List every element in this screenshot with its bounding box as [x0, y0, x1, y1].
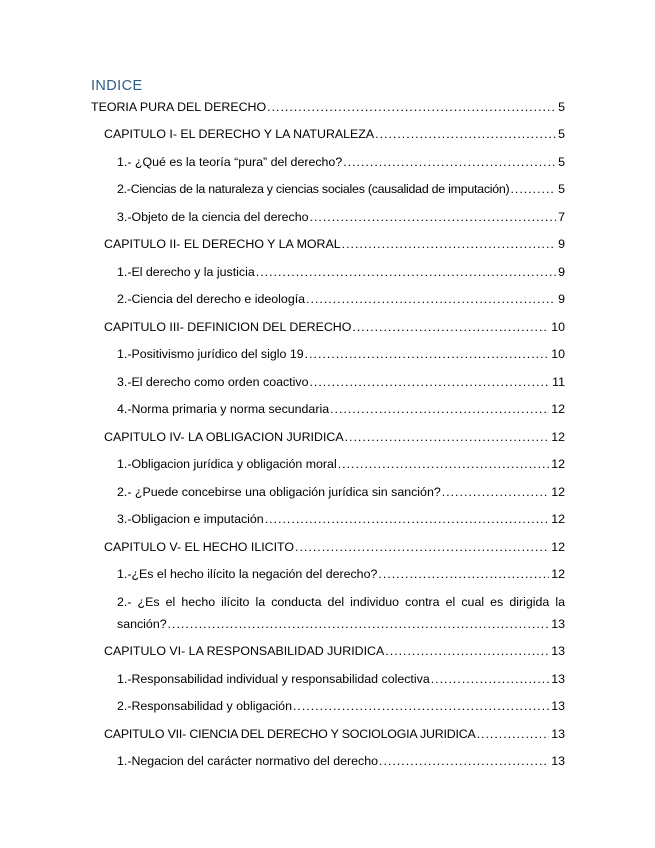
- toc-entry-title: 2.-Responsabilidad y obligación: [117, 699, 292, 713]
- toc-entry-page: 11: [552, 375, 565, 389]
- title-word: del: [327, 595, 345, 609]
- dot-leader: [338, 456, 550, 472]
- dot-leader: [293, 698, 549, 714]
- title-word: ¿Es: [137, 595, 160, 609]
- toc-entry-page: 9: [558, 292, 565, 306]
- title-word: hecho: [181, 595, 216, 609]
- toc-entry-page: 5: [558, 155, 565, 169]
- toc-entry-title: 2.-Ciencia del derecho e ideología: [117, 292, 306, 306]
- dot-leader: [385, 643, 549, 659]
- dot-leader: [265, 511, 549, 527]
- toc-heading: INDICE: [91, 78, 143, 94]
- toc-entry[interactable]: [117, 154, 565, 170]
- toc-entry-page: 12: [551, 567, 565, 581]
- toc-entry[interactable]: [117, 181, 565, 197]
- toc-entry-title: CAPITULO IV- LA OBLIGACION JURIDICA: [104, 430, 344, 444]
- toc-entry-title: 1.-Obligacion jurídica y obligación moral: [117, 457, 337, 471]
- toc-entry-page: 7: [558, 210, 565, 224]
- toc-entry-title: 1.- ¿Qué es la teoría “pura” del derecho?: [117, 155, 343, 169]
- toc-entry-page: 12: [551, 485, 565, 499]
- toc-entry-title: CAPITULO V- EL HECHO ILICITO: [104, 540, 295, 554]
- toc-entry-title: 4.-Norma primaria y norma secundaria: [117, 402, 330, 416]
- toc-entry[interactable]: [117, 401, 565, 417]
- toc-entry-page: 9: [558, 237, 565, 251]
- toc-entry-title: 1.-Responsabilidad individual y responsabilidad colectiva: [117, 672, 430, 686]
- dot-leader: [343, 154, 556, 170]
- toc-entry[interactable]: [104, 539, 565, 555]
- toc-entry-title: TEORIA PURA DEL DERECHO: [91, 100, 267, 114]
- toc-entry[interactable]: [104, 726, 565, 742]
- toc-entry-title: CAPITULO VI- LA RESPONSABILIDAD JURIDICA: [104, 644, 385, 658]
- toc-entry-page: 12: [551, 430, 565, 444]
- title-word: dirigida: [509, 595, 550, 609]
- toc-entry-page: 13: [551, 617, 565, 631]
- title-word: el: [165, 595, 176, 609]
- toc-entry-page: 13: [551, 727, 565, 741]
- dot-leader: [305, 346, 550, 362]
- toc-entry-title: 1.-El derecho y la justicia: [117, 265, 255, 279]
- toc-entry-title: CAPITULO III- DEFINICION DEL DERECHO: [104, 320, 352, 334]
- toc-entry-page: 13: [551, 699, 565, 713]
- title-word: es: [490, 595, 504, 609]
- toc-entry[interactable]: [104, 643, 565, 659]
- toc-entry[interactable]: [117, 671, 565, 687]
- dot-leader: [267, 99, 556, 115]
- dot-leader: [442, 484, 549, 500]
- toc-entry[interactable]: [117, 511, 565, 527]
- toc-entry-page: 12: [551, 512, 565, 526]
- toc-entry-title: 3.-El derecho como orden coactivo: [117, 375, 309, 389]
- toc-entry[interactable]: [104, 236, 565, 252]
- toc-entry[interactable]: [91, 99, 565, 115]
- toc-entry-title: CAPITULO II- EL DERECHO Y LA MORAL: [104, 237, 341, 251]
- dot-leader: [256, 264, 556, 280]
- toc-entry-page: 5: [558, 182, 565, 196]
- toc-entry-title: CAPITULO I- EL DERECHO Y LA NATURALEZA: [104, 127, 375, 141]
- toc-entry[interactable]: [104, 126, 565, 142]
- toc-entry-page: 9: [558, 265, 565, 279]
- toc-entry[interactable]: [117, 374, 565, 390]
- dot-leader: [378, 566, 549, 582]
- toc-entry-page: 12: [551, 402, 565, 416]
- toc-entry[interactable]: [104, 429, 565, 445]
- toc-entry-page: 10: [551, 320, 565, 334]
- toc-entry-title-line2: [117, 616, 565, 632]
- toc-entry[interactable]: [117, 209, 565, 225]
- dot-leader: [431, 671, 549, 687]
- toc-entry[interactable]: [117, 456, 565, 472]
- toc-entry-page: 13: [551, 672, 565, 686]
- dot-leader: [342, 236, 556, 252]
- toc-entry-wrapped[interactable]: [117, 594, 565, 632]
- title-word: 2.-: [117, 595, 132, 609]
- dot-leader: [345, 429, 550, 445]
- toc-entry-title: 1.-Positivismo jurídico del siglo 19: [117, 347, 304, 361]
- dot-leader: [379, 753, 549, 769]
- toc-entry[interactable]: [117, 698, 565, 714]
- dot-leader: [306, 291, 556, 307]
- dot-leader: [330, 401, 549, 417]
- title-word: ilícito: [221, 595, 250, 609]
- toc-entry-title: sanción?: [117, 617, 167, 631]
- toc-entry-page: 13: [551, 644, 565, 658]
- toc-entry-title: CAPITULO VII- CIENCIA DEL DERECHO Y SOCIOLOGIA JURIDICA: [104, 727, 476, 741]
- toc-entry-page: 12: [551, 540, 565, 554]
- dot-leader: [309, 374, 550, 390]
- toc-entry[interactable]: [117, 346, 565, 362]
- toc-entry-page: 12: [551, 457, 565, 471]
- dot-leader: [510, 181, 556, 197]
- dot-leader: [310, 209, 557, 225]
- title-word: la: [255, 595, 266, 609]
- dot-leader: [168, 616, 550, 632]
- toc-entry-page: 5: [558, 100, 565, 114]
- title-word: contra: [405, 595, 440, 609]
- toc-entry-title: 1.-¿Es el hecho ilícito la negación del derecho?: [117, 567, 378, 581]
- toc-entry-title: 2.- ¿Puede concebirse una obligación jurídica sin sanción?: [117, 485, 441, 499]
- dot-leader: [352, 319, 549, 335]
- dot-leader: [477, 726, 550, 742]
- title-word: el: [445, 595, 456, 609]
- title-word: cual: [461, 595, 485, 609]
- title-word: individuo: [350, 595, 400, 609]
- toc-entry-page: 10: [551, 347, 565, 361]
- toc-entry-title: 2.-Ciencias de la naturaleza y ciencias sociales (causalidad de imputación): [117, 182, 510, 196]
- toc-entry[interactable]: [117, 291, 565, 307]
- toc-entry[interactable]: [117, 753, 565, 769]
- toc-entry[interactable]: [104, 319, 565, 335]
- toc-entry[interactable]: [117, 484, 565, 500]
- toc-entry[interactable]: [117, 264, 565, 280]
- title-word: la: [555, 595, 565, 609]
- toc-entry-title: 3.-Objeto de la ciencia del derecho: [117, 210, 309, 224]
- dot-leader: [375, 126, 556, 142]
- toc-entry[interactable]: [117, 566, 565, 582]
- title-word: conducta: [271, 595, 322, 609]
- toc-entry-title: 1.-Negacion del carácter normativo del derecho: [117, 754, 379, 768]
- toc-entry-title-line1: [117, 594, 565, 610]
- toc-entry-page: 13: [551, 754, 565, 768]
- dot-leader: [295, 539, 549, 555]
- toc-entry-page: 5: [558, 127, 565, 141]
- toc-entry-title: 3.-Obligacion e imputación: [117, 512, 264, 526]
